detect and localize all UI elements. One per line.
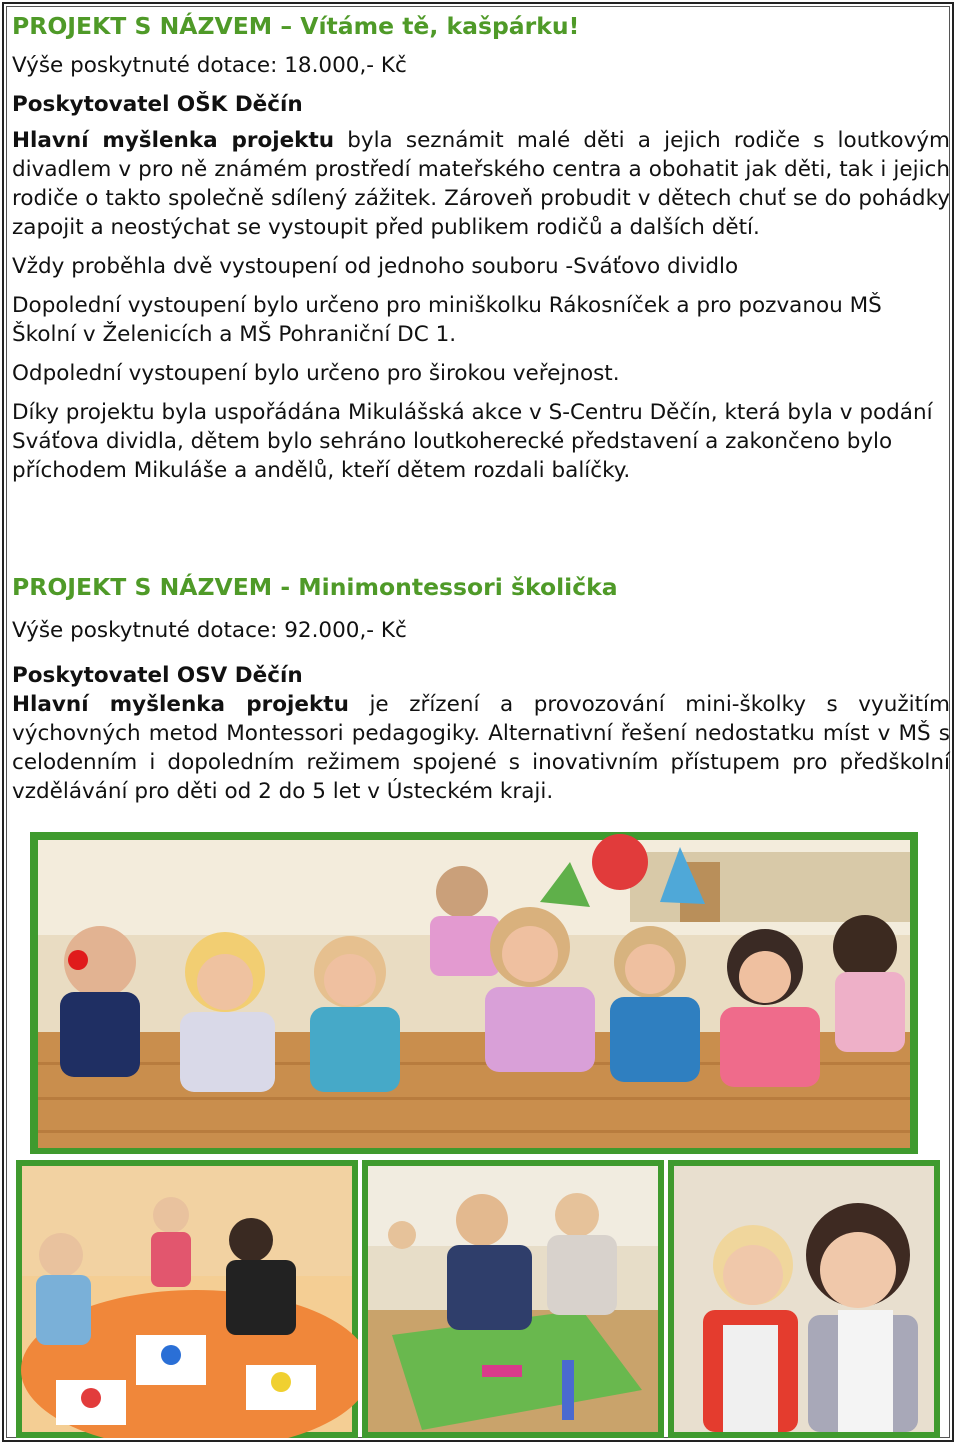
project2-grant: Výše poskytnuté dotace: 92.000,- Kč [12,618,407,643]
project1-para2: Dopolední vystoupení bylo určeno pro miniškolku Rákosníček a pro pozvanou MŠ Školní v Želenicích a MŠ Pohraniční DC 1. [12,293,882,347]
project2-section [12,573,950,806]
project1-grant: Výše poskytnuté dotace: 18.000,- Kč [12,53,407,78]
project2-title: PROJEKT S NÁZVEM - Minimontessori školička [12,573,618,601]
children-crawling-photo [30,832,918,1154]
project2-provider: Poskytovatel OSV Děčín [12,663,303,688]
project1-para3: Odpolední vystoupení bylo určeno pro širokou veřejnost. [12,361,620,386]
project2-idea-text: je zřízení a provozování mini-školky s využitím výchovných metod Montessori pedagogiky. Alternativní řešení nedostatku míst v MŠ s celodenním i dopoledním režimem spojené s inovativním přístupem pro předškolní vzdělávání pro děti od 2 do 5 let v Ústeckém kraji. [12,692,950,804]
project1-idea [12,126,950,242]
project1-title: PROJEKT S NÁZVEM – Vítáme tě, kašpárku! [12,12,580,40]
children-painting-photo [16,1160,358,1438]
project2-idea-label: Hlavní myšlenka projektu [12,692,349,717]
children-montessori-photo [362,1160,664,1438]
project1-provider: Poskytovatel OŠK Děčín [12,92,303,117]
girls-weaving-photo [668,1160,940,1438]
project1-para4: Díky projektu byla uspořádána Mikulášská akce v S-Centru Děčín, která byla v podání Sváťova dividla, dětem bylo sehráno loutkoherecké představení a zakončeno bylo příchodem Mikuláše a andělů, kteří dětem rozdali balíčky. [12,400,933,483]
project1-idea-label: Hlavní myšlenka projektu [12,128,335,153]
project1-section [12,12,950,485]
project2-idea [12,690,950,806]
project1-idea-text: byla seznámit malé děti a jejich rodiče s loutkovým divadlem v pro ně známém prostředí mateřského centra a obohatit jak děti, tak i jejich rodiče o takto společně sdílený zážitek. Zároveň probudit v dětech chuť se do pohádky zapojit a neostýchat se vystoupit před publikem rodičů a dalších dětí. [12,128,950,240]
project1-para1: Vždy proběhla dvě vystoupení od jednoho souboru -Sváťovo dividlo [12,254,739,279]
